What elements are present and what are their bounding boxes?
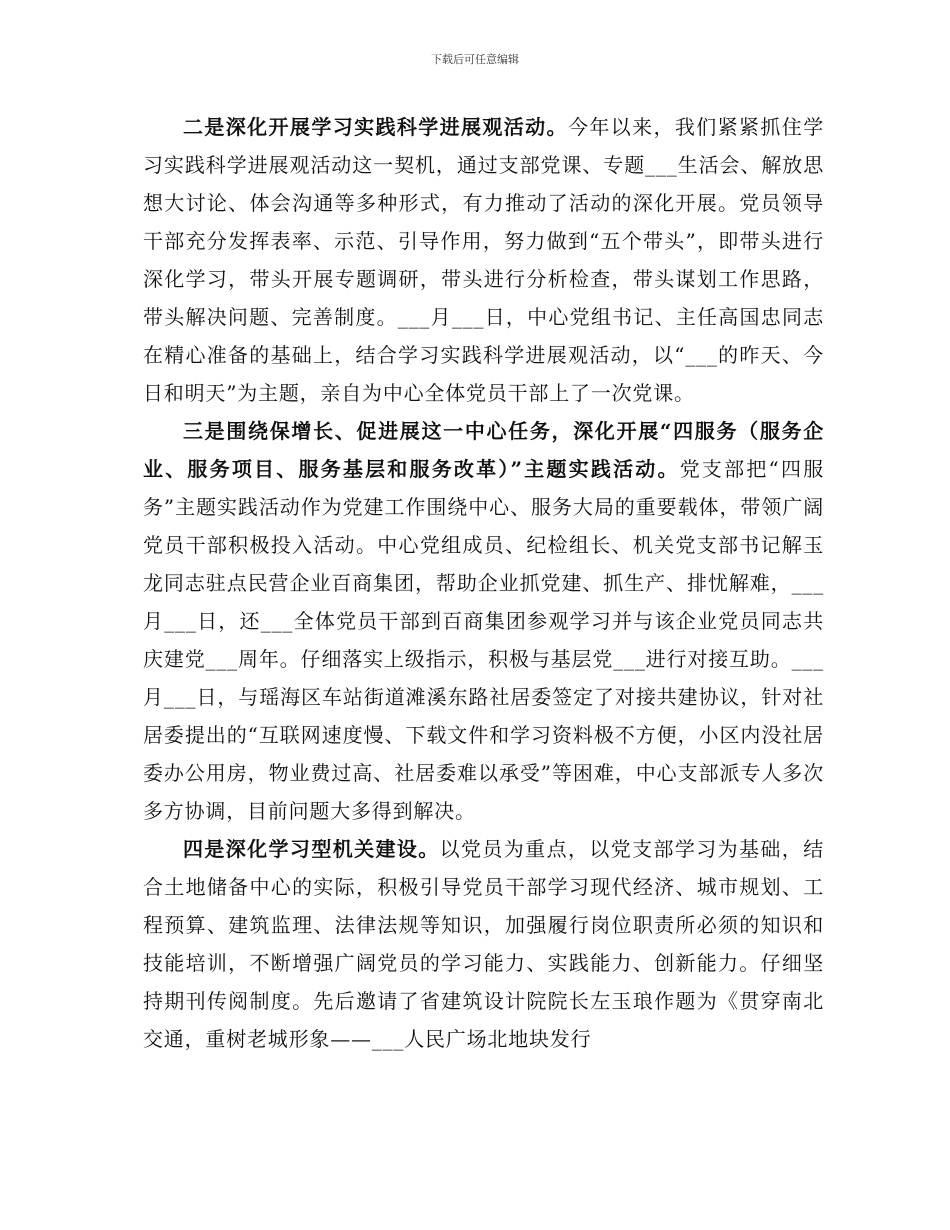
paragraph-4-text: 以党员为重点，以党支部学习为基础，结合土地储备中心的实际，积极引导党员干部学习现代经济、城市规划、工程预算、建筑监理、法律法规等知识，加强履行岗位职责所必须的知识和技能培训，不断增强广阔党员的学习能力、实践能力、创新能力。仔细坚持期刊传阅制度。先后邀请了省建筑设计院院长左玉琅作题为《贯穿南北交通，重树老城形象——___人民广场北地块发行	[143, 837, 824, 1051]
paragraph-2-heading: 二是深化开展学习实践科学进展观活动。	[183, 115, 568, 139]
paragraph-3	[143, 412, 824, 830]
paragraph-3-text: 党支部把“四服务”主题实践活动作为党建工作围绕中心、服务大局的重要载体，带领广阔党员干部积极投入活动。中心党组成员、纪检组长、机关党支部书记解玉龙同志驻点民营企业百商集团，帮助企业抓党建、抓生产、排忧解难，___月___日，还___全体党员干部到百商集团参观学习并与该企业党员同志共庆建党___周年。仔细落实上级指示，积极与基层党___进行对接互助。___月___日，与瑶海区车站街道滩溪东路社居委签定了对接共建协议，针对社居委提出的“互联网速度慢、下载文件和学习资料极不方便，小区内没社居委办公用房，物业费过高、社居委难以承受”等困难，中心支部派专人多次多方协调，目前问题大多得到解决。	[143, 457, 824, 823]
document-body	[143, 108, 824, 1058]
paragraph-3-heading: 三是围绕保增长、促进展这一中心任务，深化开展“四服务（服务企业、服务项目、服务基层和服务改革）”主题实践活动。	[143, 419, 824, 481]
paragraph-2	[143, 108, 824, 412]
paragraph-4	[143, 830, 824, 1058]
paragraph-4-heading: 四是深化学习型机关建设。	[183, 837, 440, 861]
page-header-note: 下载后可任意编辑	[431, 53, 519, 66]
paragraph-2-text: 今年以来，我们紧紧抓住学习实践科学进展观活动这一契机，通过支部党课、专题___生活会、解放思想大讨论、体会沟通等多种形式，有力推动了活动的深化开展。党员领导干部充分发挥表率、示范、引导作用，努力做到“五个带头”，即带头进行深化学习，带头开展专题调研，带头进行分析检查，带头谋划工作思路，带头解决问题、完善制度。___月___日，中心党组书记、主任高国忠同志在精心准备的基础上，结合学习实践科学进展观活动，以“___的昨天、今日和明天”为主题，亲自为中心全体党员干部上了一次党课。	[143, 115, 824, 405]
